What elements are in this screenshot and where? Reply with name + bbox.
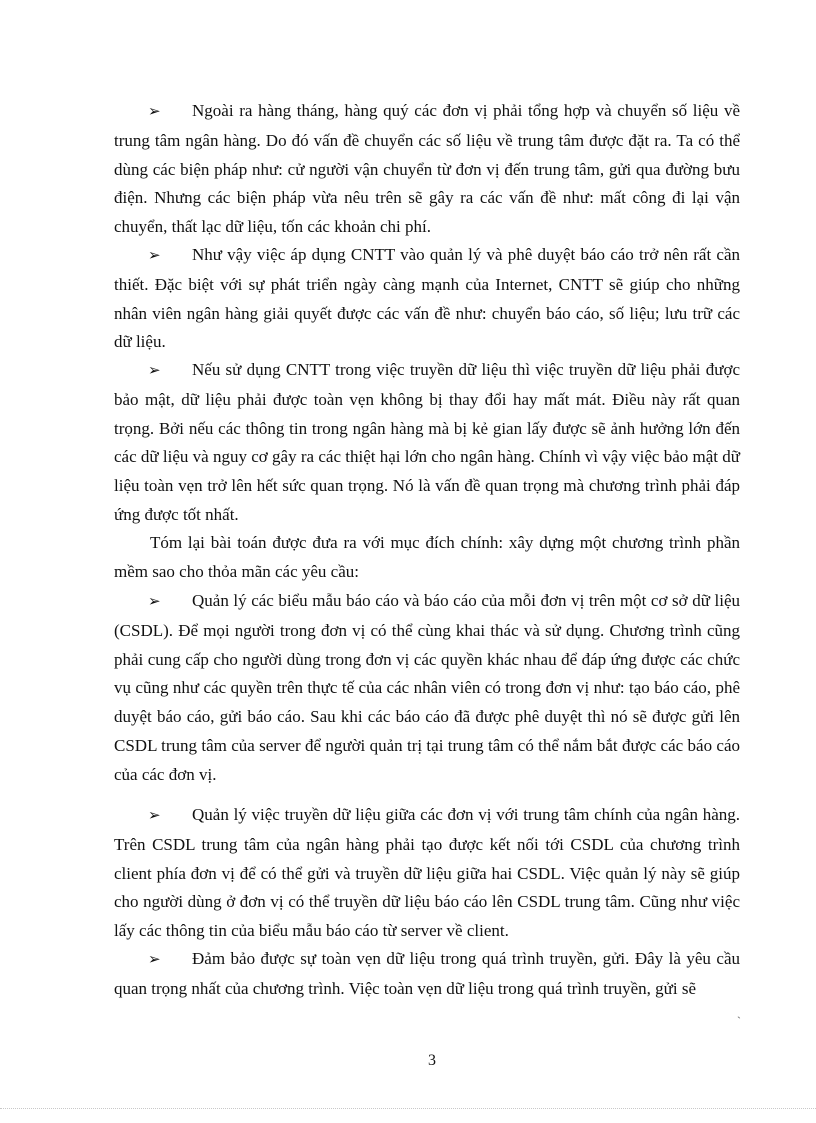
- paragraph-bullet-5: [114, 801, 740, 946]
- paragraph-summary: [114, 529, 740, 587]
- arrow-bullet-icon: ➢: [148, 594, 161, 610]
- arrow-bullet-icon: ➢: [148, 808, 161, 824]
- page-number: 3: [428, 1052, 436, 1069]
- paragraph-bullet-2: [114, 241, 740, 357]
- arrow-bullet-icon: ➢: [148, 248, 161, 264]
- page-bottom-divider: [0, 1108, 816, 1109]
- paragraph-text: Quản lý các biểu mẫu báo cáo và báo cáo của mỗi đơn vị trên một cơ sở dữ liệu (CSDL). Để mọi người trong đơn vị có thể cùng khai thác và sử dụng. Chương trình cũng phải cung cấp cho người dùng trong đơn vị các quyền khác nhau để đáp ứng được các chức vụ cũng như các quyền trên thực tế của các nhân viên có trong đơn vị như: tạo báo cáo, phê duyệt báo cáo, gửi báo cáo. Sau khi các báo cáo đã được phê duyệt thì nó sẽ được gửi lên CSDL trung tâm của server để người quản trị tại trung tâm có thể nắm bắt được các báo cáo của các đơn vị.: [114, 591, 740, 784]
- arrow-bullet-icon: ➢: [148, 952, 161, 968]
- arrow-bullet-icon: ➢: [148, 363, 161, 379]
- paragraph-bullet-4: [114, 587, 740, 790]
- paragraph-bullet-6: [114, 945, 740, 1004]
- paragraph-text: Tóm lại bài toán được đưa ra với mục đích chính: xây dựng một chương trình phần mềm sao cho thỏa mãn các yêu cầu:: [114, 533, 740, 581]
- paragraph-text: Quản lý việc truyền dữ liệu giữa các đơn vị với trung tâm chính của ngân hàng. Trên CSDL trung tâm của ngân hàng phải tạo được kết nối tới CSDL của chương trình client phía đơn vị để có thể gửi và truyền dữ liệu giữa hai CSDL. Việc quản lý này sẽ giúp cho người dùng ở đơn vị có thể truyền dữ liệu báo cáo lên CSDL trung tâm. Cũng như việc lấy các thông tin của biểu mẫu báo cáo từ server về client.: [114, 805, 740, 941]
- stray-mark: `: [737, 1014, 741, 1028]
- paragraph-text: Ngoài ra hàng tháng, hàng quý các đơn vị phải tổng hợp và chuyển số liệu về trung tâm ngân hàng. Do đó vấn đề chuyển các số liệu về trung tâm được đặt ra. Ta có thể dùng các biện pháp như: cử người vận chuyển từ đơn vị đến trung tâm, gửi qua đường bưu điện. Nhưng các biện pháp vừa nêu trên sẽ gây ra các vấn đề như: mất công đi lại vận chuyển, thất lạc dữ liệu, tốn các khoản chi phí.: [114, 101, 740, 237]
- paragraph-bullet-3: [114, 356, 740, 530]
- paragraph-text: Đảm bảo được sự toàn vẹn dữ liệu trong quá trình truyền, gửi. Đây là yêu cầu quan trọng nhất của chương trình. Việc toàn vẹn dữ liệu trong quá trình truyền, gửi sẽ: [114, 949, 740, 998]
- paragraph-text: Nếu sử dụng CNTT trong việc truyền dữ liệu thì việc truyền dữ liệu phải được bảo mật, dữ liệu phải được toàn vẹn không bị thay đổi hay mất mát. Điều này rất quan trọng. Bởi nếu các thông tin trong ngân hàng mà bị kẻ gian lấy được sẽ ảnh hưởng lớn đến các dữ liệu và nguy cơ gây ra các thiệt hại lớn cho ngân hàng. Chính vì vậy việc bảo mật dữ liệu toàn vẹn trở lên hết sức quan trọng. Nó là vấn đề quan trọng mà chương trình phải đáp ứng được tốt nhất.: [114, 360, 740, 524]
- arrow-bullet-icon: ➢: [148, 104, 161, 120]
- paragraph-text: Như vậy việc áp dụng CNTT vào quản lý và phê duyệt báo cáo trở nên rất cần thiết. Đặc biệt với sự phát triển ngày càng mạnh của Internet, CNTT sẽ giúp cho những nhân viên ngân hàng giải quyết được các vấn đề như: chuyển báo cáo, số liệu; lưu trữ các dữ liệu.: [114, 245, 740, 352]
- paragraph-bullet-1: [114, 97, 740, 242]
